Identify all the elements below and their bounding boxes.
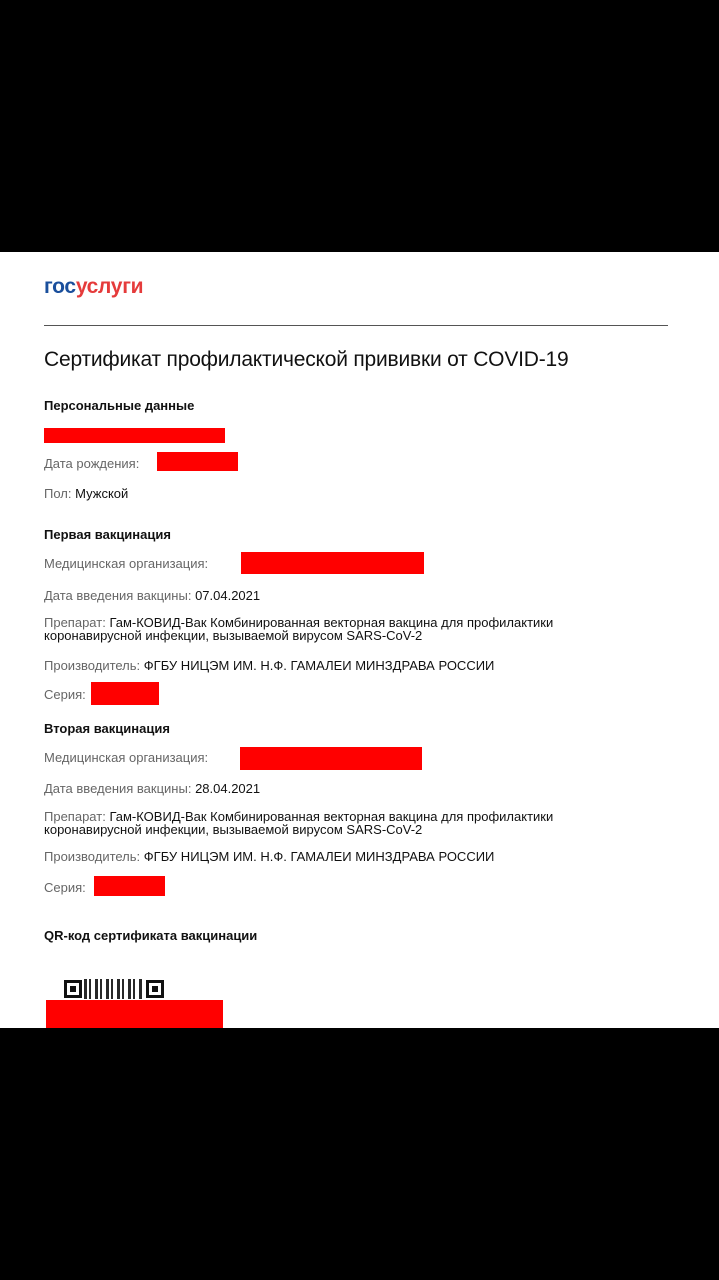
first-drug-block: [44, 616, 644, 642]
birth-date-label: Дата рождения:: [44, 456, 140, 471]
redacted-second-series: [94, 876, 165, 896]
first-maker-value: ФГБУ НИЦЭМ ИМ. Н.Ф. ГАМАЛЕИ МИНЗДРАВА РОССИИ: [143, 658, 495, 673]
redacted-birth-date: [157, 452, 238, 471]
redacted-qr-code: [46, 1000, 223, 1028]
sex-label: Пол:: [44, 486, 72, 501]
header-divider: [44, 325, 668, 326]
first-drug-line1: Гам-КОВИД-Вак Комбинированная векторная вакцина для профилактики: [109, 615, 554, 630]
second-date-row: [44, 781, 260, 796]
personal-data-heading: Персональные данные: [44, 398, 195, 413]
first-org-row: [44, 556, 208, 571]
first-series-row: [44, 687, 86, 702]
second-org-label: Медицинская организация:: [44, 750, 209, 765]
second-series-label: Серия:: [44, 880, 86, 895]
first-drug-label: Препарат:: [44, 615, 106, 630]
gosuslugi-logo[interactable]: [44, 275, 143, 299]
sex-row: [44, 486, 128, 501]
redacted-first-series: [91, 682, 159, 705]
first-drug-line2: коронавирусной инфекции, вызываемой вирусом SARS-CoV-2: [44, 628, 423, 643]
second-series-row: [44, 880, 86, 895]
qr-finder-left: [64, 980, 82, 998]
second-org-row: [44, 750, 208, 765]
first-org-label: Медицинская организация:: [44, 556, 209, 571]
first-maker-row: [44, 658, 494, 673]
first-maker-label: Производитель:: [44, 658, 141, 673]
second-drug-line1: Гам-КОВИД-Вак Комбинированная векторная вакцина для профилактики: [109, 809, 554, 824]
second-drug-label: Препарат:: [44, 809, 106, 824]
second-date-value: 28.04.2021: [195, 781, 261, 796]
second-drug-line2: коронавирусной инфекции, вызываемой вирусом SARS-CoV-2: [44, 822, 423, 837]
qr-heading: QR-код сертификата вакцинации: [44, 928, 258, 943]
first-date-value: 07.04.2021: [195, 588, 261, 603]
first-vaccination-heading: Первая вакцинация: [44, 527, 171, 542]
birth-date-row: [44, 456, 139, 471]
first-date-row: [44, 588, 260, 603]
first-date-label: Дата введения вакцины:: [44, 588, 192, 603]
logo-part-uslugi: услуги: [75, 275, 144, 298]
second-date-label: Дата введения вакцины:: [44, 781, 192, 796]
logo-part-gos: гос: [44, 275, 76, 298]
certificate-sheet: [0, 252, 719, 1028]
qr-modules: [84, 979, 144, 999]
page-title: Сертификат профилактической прививки от COVID-19: [44, 348, 569, 371]
second-maker-value: ФГБУ НИЦЭМ ИМ. Н.Ф. ГАМАЛЕИ МИНЗДРАВА РОССИИ: [143, 849, 495, 864]
qr-code-image: [64, 978, 164, 1000]
qr-finder-right: [146, 980, 164, 998]
second-maker-row: [44, 849, 494, 864]
first-series-label: Серия:: [44, 687, 86, 702]
redacted-full-name: [44, 428, 225, 443]
second-drug-block: [44, 810, 644, 836]
redacted-first-org: [241, 552, 424, 574]
second-maker-label: Производитель:: [44, 849, 141, 864]
second-vaccination-heading: Вторая вакцинация: [44, 721, 170, 736]
sex-value: Мужской: [75, 486, 129, 501]
redacted-second-org: [240, 747, 422, 770]
